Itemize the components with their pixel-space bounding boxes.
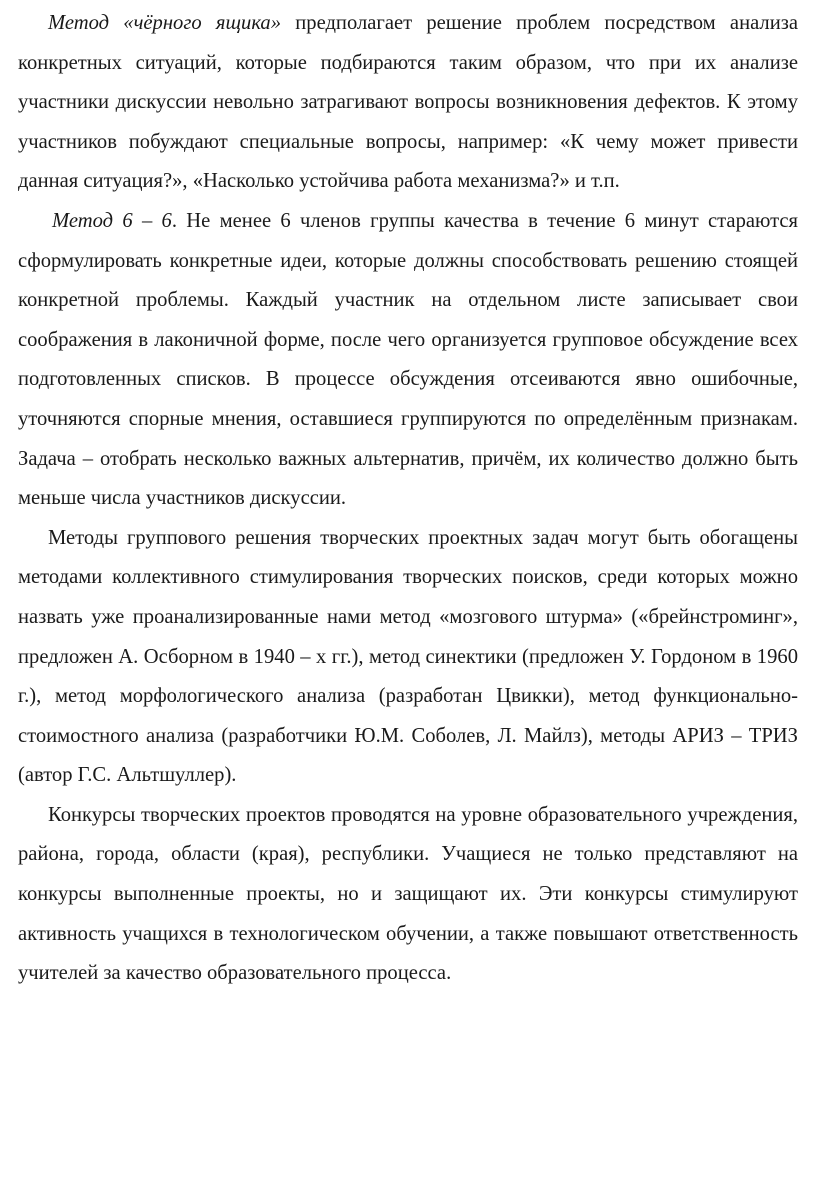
term-black-box-method: Метод «чёрного ящика» [48,12,282,34]
paragraph-6-6-text: . Не менее 6 членов группы качества в течение 6 минут стараются сформулировать конкретные идеи, которые должны способствовать решению стоящей конкретной проблемы. Каждый участник на отдельном листе записывает свои соображения в лаконичной форме, после чего организуется групповое обсуждение всех подготовленных списков. В процессе обсуждения отсеиваются явно ошибочные, уточняются спорные мнения, оставшиеся группируются по определённым признакам. Задача – отобрать несколько важных альтернатив, причём, их количество должно быть меньше числа участников дискуссии. [18,209,798,510]
paragraph-6-6-method [18,202,798,519]
paragraph-black-box-method [18,4,798,202]
paragraph-group-methods-text: Методы группового решения творческих проектных задач могут быть обогащены методами коллективного стимулирования творческих поисков, среди которых можно назвать уже проанализированные нами метод «мозгового штурма» («брейнстроминг», предложен А. Осборном в 1940 – х гг.), метод синектики (предложен У. Гордоном в 1960 г.), метод морфологического анализа (разработан Цвикки), метод функционально-стоимостного анализа (разработчики Ю.М. Соболев, Л. Майлз), методы АРИЗ – ТРИЗ (автор Г.С. Альтшуллер). [18,526,798,787]
paragraph-project-contests-text: Конкурсы творческих проектов проводятся на уровне образовательного учреждения, района, города, области (края), республики. Учащиеся не только представляют на конкурсы выполненные проекты, но и защищают их. Эти конкурсы стимулируют активность учащихся в технологическом обучении, а также повышают ответственность учителей за качество образовательного процесса. [18,803,798,985]
paragraph-black-box-text: предполагает решение проблем посредством анализа конкретных ситуаций, которые подбираются таким образом, что при их анализе участники дискуссии невольно затрагивают вопросы возникновения дефектов. К этому участников побуждают специальные вопросы, например: «К чему может привести данная ситуация?», «Насколько устойчива работа механизма?» и т.п. [18,12,798,193]
paragraph-group-methods [18,519,798,796]
term-6-6-method: Метод 6 – 6 [52,209,172,232]
paragraph-project-contests [18,796,798,994]
document-page [18,4,798,994]
